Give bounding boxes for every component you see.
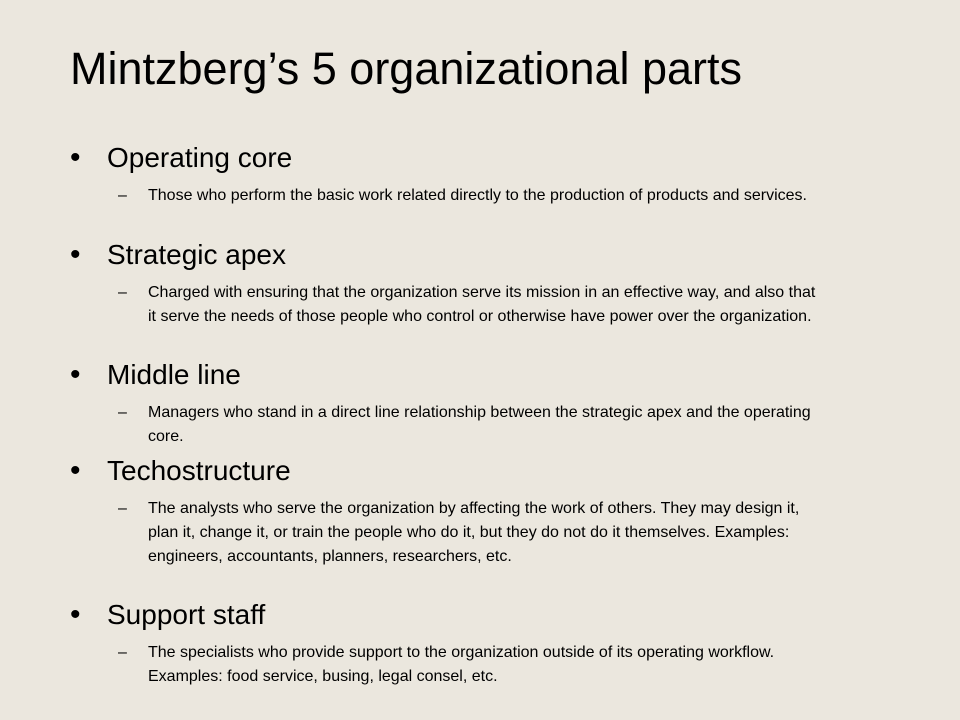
list-item-techostructure	[70, 453, 870, 569]
item-description: Those who perform the basic work related directly to the production of products and services.	[148, 187, 807, 204]
dash-marker: –	[118, 500, 127, 517]
slide-title: Mintzberg’s 5 organizational parts	[70, 43, 743, 94]
item-description: The specialists who provide support to the organization outside of its operating workflow. Examples: food service, busing, legal consel, etc.	[148, 644, 775, 685]
list-item-strategic-apex	[70, 237, 870, 329]
bullet-marker: •	[70, 238, 81, 271]
item-heading: Middle line	[107, 359, 241, 390]
list-item-operating-core	[70, 140, 870, 208]
list-item-middle-line	[70, 357, 870, 449]
dash-marker: –	[118, 644, 127, 661]
dash-marker: –	[118, 187, 127, 204]
item-heading: Strategic apex	[107, 239, 286, 270]
dash-marker: –	[118, 404, 127, 421]
list-item-support-staff	[70, 597, 870, 689]
item-heading: Techostructure	[107, 455, 291, 486]
bullet-marker: •	[70, 141, 81, 174]
item-heading: Operating core	[107, 142, 293, 173]
item-description: The analysts who serve the organization by affecting the work of others. They may design it, plan it, change it, or train the people who do it, but they do not do it themselves. Examples: engineers, accountants, planners, researchers, etc.	[148, 500, 800, 565]
dash-marker: –	[118, 284, 127, 301]
item-description: Charged with ensuring that the organization serve its mission in an effective way, and also that it serve the needs of those people who control or otherwise have power over the organization.	[148, 284, 816, 325]
bullet-marker: •	[70, 598, 81, 631]
item-heading: Support staff	[107, 599, 266, 630]
bullet-marker: •	[70, 454, 81, 487]
bullet-marker: •	[70, 358, 81, 391]
item-description: Managers who stand in a direct line relationship between the strategic apex and the operating core.	[148, 404, 811, 445]
